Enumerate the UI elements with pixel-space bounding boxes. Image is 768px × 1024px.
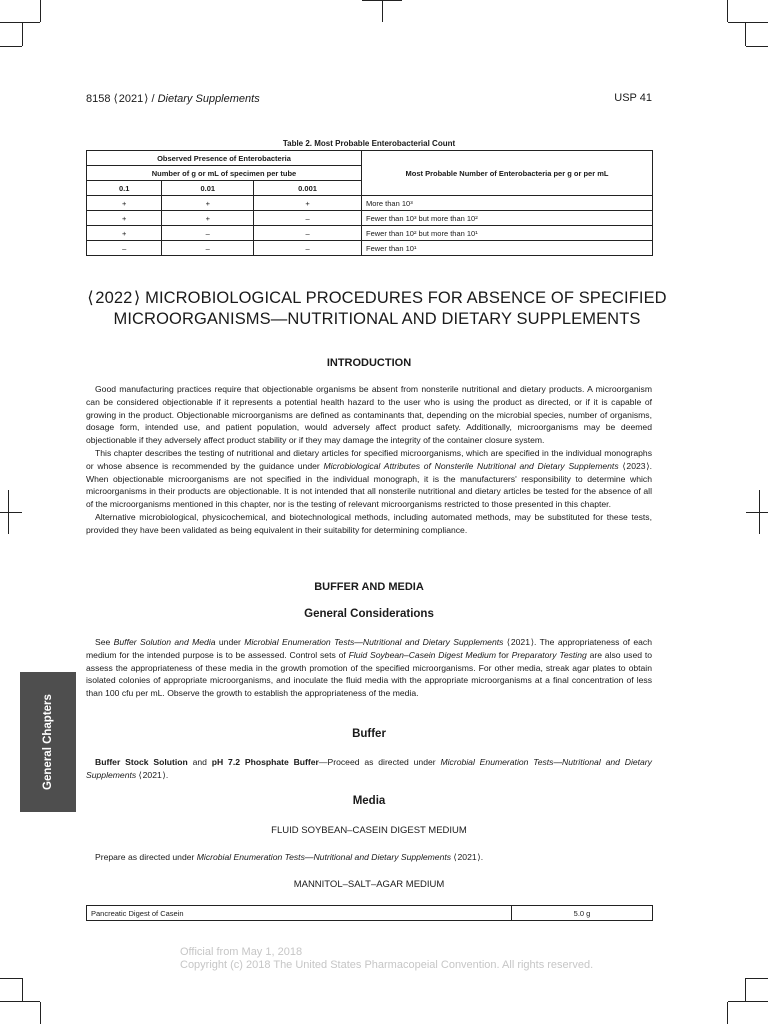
- mannitol-ingredients-table: [86, 905, 653, 921]
- general-considerations-body: [86, 636, 652, 700]
- table-row: [87, 906, 653, 921]
- column-header: 0.01: [162, 181, 254, 196]
- running-header-left: [86, 92, 260, 105]
- mannitol-heading: MANNITOL–SALT–AGAR MEDIUM: [293, 879, 445, 890]
- table-cell: –: [87, 241, 162, 256]
- ingredient-cell: Pancreatic Digest of Casein: [87, 906, 512, 921]
- table-row: [87, 241, 653, 256]
- page-reference: 8158 ⟨ 2021 ⟩ /: [86, 93, 158, 105]
- copyright-notice: Copyright (c) 2018 The United States Pharmacopeial Convention. All rights reserved.: [180, 959, 594, 971]
- column-header: 0.001: [254, 181, 362, 196]
- table-header-specimen: Number of g or mL of specimen per tube: [87, 166, 362, 181]
- general-chapters-tab: [20, 672, 76, 812]
- paragraph: Buffer Stock Solution and pH 7.2 Phosphate Buffer—Proceed as directed under Microbial Enumeration Tests—Nutritional and Dietary Supplements ⟨ 2021 ⟩.: [86, 757, 652, 780]
- copyright-footer: [180, 946, 593, 972]
- official-date: Official from May 1, 2018: [180, 946, 303, 958]
- fluid-soybean-body: [86, 851, 652, 864]
- table-cell: +: [254, 196, 362, 211]
- column-header: 0.1: [87, 181, 162, 196]
- chapter-title-line2: MICROORGANISMS—NUTRITIONAL AND DIETARY SUPPLEMENTS: [113, 310, 641, 328]
- table-header-mpn: Most Probable Number of Enterobacteria per g or per mL: [362, 151, 653, 196]
- table-cell: –: [162, 226, 254, 241]
- paragraph: Good manufacturing practices require that objectionable organisms be absent from nonsterile nutritional and dietary products. A microorganism can be considered objectionable if it represents a potential health hazard to the user who is using the product as directed, or if it is capable of growing in the product. Objectionable microorganisms are defined as contaminants that, depending on the microbial species, number of organisms, dosage form, intended use, and patient population, would adversely affect product safety. Additionally, microorganisms may be deemed objectionable if they adversely affect product stability or if they may damage the integrity of the container closure system.: [86, 384, 652, 446]
- table-cell: –: [254, 226, 362, 241]
- chapter-title-line1: MICROBIOLOGICAL PROCEDURES FOR ABSENCE OF SPECIFIED: [145, 289, 667, 307]
- paragraph: See Buffer Solution and Media under Microbial Enumeration Tests—Nutritional and Dietary Supplements ⟨ 2021 ⟩. The appropriateness of each medium for the intended purpose is to be assessed. Control sets of Fluid Soybean–Casein Digest Medium for Preparatory Testing are also used to assess the appropriateness of these media in the growth promotion of the specified microorganisms. For other media, streak agar plates to obtain isolated colonies of appropriate microorganisms, and inoculate the fluid media with the appropriate microorganisms at a final concentration of less than 100 cfu per mL. Observe the growth to establish the appropriateness of the media.: [86, 637, 652, 699]
- table-cell: +: [87, 226, 162, 241]
- introduction-heading: INTRODUCTION: [326, 357, 412, 369]
- table-row: [87, 196, 653, 211]
- fluid-soybean-heading: FLUID SOYBEAN–CASEIN DIGEST MEDIUM: [271, 825, 467, 836]
- table-cell: +: [162, 196, 254, 211]
- table-cell: +: [162, 211, 254, 226]
- table-row: [87, 211, 653, 226]
- table-header-observed: Observed Presence of Enterobacteria: [87, 151, 362, 166]
- introduction-body: [86, 383, 652, 537]
- media-heading: Media: [352, 795, 386, 807]
- sidebar-label: General Chapters: [42, 694, 54, 790]
- table-cell: +: [87, 196, 162, 211]
- table-cell: Fewer than 10¹: [362, 241, 653, 256]
- section-name: Dietary Supplements: [157, 93, 260, 105]
- paragraph: This chapter describes the testing of nutritional and dietary articles for specified microorganisms, which are specified in the individual monographs or whose absence is recommended by the guidance under Microbiological Attributes of Nonsterile Nutritional and Dietary Supplements ⟨ 2023 ⟩. When objectionable microorganisms are not specified in the individual monograph, it is the manufacturers' responsibility to determine which microorganisms in their products are objectionable. It is not intended that all nonsterile nutritional and dietary articles be tested for the absence of all of the microorganisms mentioned in this chapter, nor is the testing of relevant microorganisms restricted to those presented in this chapter.: [86, 447, 652, 510]
- table-cell: –: [254, 211, 362, 226]
- table-cell: More than 10³: [362, 196, 653, 211]
- running-header-right: USP 41: [614, 92, 652, 104]
- general-considerations-heading: General Considerations: [304, 608, 434, 620]
- table-cell: Fewer than 10³ but more than 10²: [362, 211, 653, 226]
- paragraph: Prepare as directed under Microbial Enumeration Tests—Nutritional and Dietary Supplements ⟨ 2021 ⟩.: [95, 852, 484, 862]
- table-cell: –: [162, 241, 254, 256]
- table-cell: Fewer than 10² but more than 10¹: [362, 226, 653, 241]
- table-cell: +: [87, 211, 162, 226]
- chapter-title: [86, 288, 668, 330]
- chapter-number: ⟨ 2022 ⟩: [87, 289, 141, 307]
- buffer-heading: Buffer: [352, 728, 386, 740]
- enterobacterial-count-table: [86, 150, 653, 256]
- buffer-body: [86, 756, 652, 782]
- amount-cell: 5.0 g: [512, 906, 653, 921]
- table-title: Table 2. Most Probable Enterobacterial Count: [282, 139, 456, 148]
- paragraph: Alternative microbiological, physicochemical, and biotechnological methods, including automated methods, may be substituted for these tests, provided they have been validated as being equivalent in their suitability for determining compliance.: [86, 511, 652, 535]
- table-row: [87, 226, 653, 241]
- table-cell: –: [254, 241, 362, 256]
- buffer-media-heading: BUFFER AND MEDIA: [314, 581, 424, 593]
